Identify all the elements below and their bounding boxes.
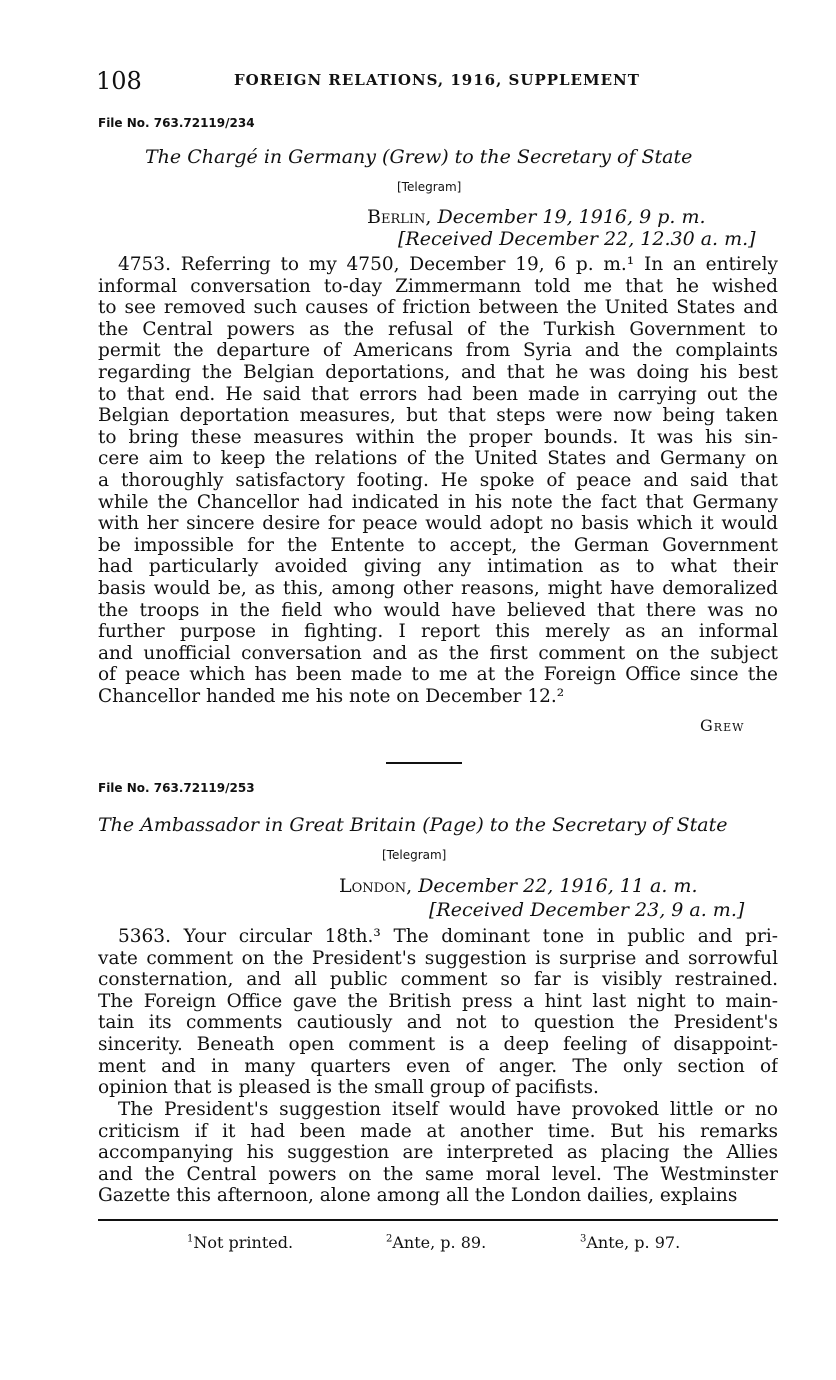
doc2-file-number: File No. 763.72119/253 bbox=[98, 781, 255, 795]
text-line: a thoroughly satisfactory footing. He spoke of peace and said that bbox=[98, 469, 778, 491]
text-line: Belgian deportation measures, but that steps were now being taken bbox=[98, 405, 778, 427]
text-line: The President's suggestion itself would have provoked little or no bbox=[118, 1099, 778, 1120]
text-line: to bring these measures within the proper bounds. It was his sin- bbox=[98, 426, 778, 448]
doc2-received-text: [Received December 23, 9 a. m.] bbox=[429, 899, 745, 921]
footnote-rule bbox=[98, 1219, 778, 1221]
text-line: the Central powers as the refusal of the Turkish Government to bbox=[98, 318, 778, 340]
doc1-date: December 19, 1916, 9 p. m. bbox=[437, 206, 706, 228]
text-line: basis would be, as this, among other reasons, might have demoralized bbox=[98, 577, 778, 599]
doc2-place: London, bbox=[339, 875, 413, 897]
text-line: to that end. He said that errors had been made in carrying out the bbox=[98, 383, 778, 405]
text-line: tain its comments cautiously and not to question the President's bbox=[98, 1012, 778, 1034]
text-line: accompanying his suggestion are interpreted as placing the Allies bbox=[98, 1142, 778, 1164]
footnote-mark: 2 bbox=[386, 1233, 393, 1245]
doc1-place: Berlin, bbox=[367, 206, 432, 228]
text-line: The Foreign Office gave the British press a hint last night to main- bbox=[98, 990, 778, 1012]
doc2-date: December 22, 1916, 11 a. m. bbox=[418, 875, 698, 897]
doc1-file-number: File No. 763.72119/234 bbox=[98, 116, 255, 130]
text-line: and unofficial conversation and as the first comment on the subject bbox=[98, 642, 778, 664]
doc2-telegram-label: [Telegram] bbox=[382, 848, 447, 862]
doc2-dateline bbox=[339, 875, 697, 897]
footnote-1 bbox=[187, 1233, 293, 1252]
text-line: 5363. Your circular 18th.³ The dominant tone in public and pri- bbox=[118, 926, 778, 947]
doc2-title: The Ambassador in Great Britain (Page) to the Secretary of State bbox=[98, 814, 728, 836]
section-divider bbox=[386, 762, 462, 764]
doc2-paragraph-1 bbox=[98, 926, 778, 1099]
text-line: while the Chancellor had indicated in his note the fact that Germany bbox=[98, 491, 778, 513]
text-line: and the Central powers on the same moral level. The Westminster bbox=[98, 1163, 778, 1185]
text-line: Chancellor handed me his note on December 12.² bbox=[98, 685, 565, 707]
text-line: opinion that is pleased is the small group of pacifists. bbox=[98, 1077, 599, 1099]
doc1-received bbox=[398, 228, 756, 250]
text-line: regarding the Belgian deportations, and that he was doing his best bbox=[98, 361, 778, 383]
footnote-text: Not printed. bbox=[193, 1233, 294, 1252]
text-line: the troops in the field who would have believed that there was no bbox=[98, 599, 778, 621]
text-line: 4753. Referring to my 4750, December 19, 6 p. m.¹ In an entirely bbox=[118, 254, 778, 275]
footnote-3 bbox=[580, 1233, 680, 1252]
doc2-received bbox=[429, 899, 744, 921]
running-title: FOREIGN RELATIONS, 1916, SUPPLEMENT bbox=[234, 71, 640, 89]
doc2-paragraph-2 bbox=[98, 1099, 778, 1207]
text-line: of peace which has been made to me at the Foreign Office since the bbox=[98, 664, 778, 686]
text-line: Gazette this afternoon, alone among all the London dailies, explains bbox=[98, 1185, 738, 1207]
footnote-mark: 1 bbox=[187, 1233, 194, 1245]
text-line: sincerity. Beneath open comment is a deep feeling of disappoint- bbox=[98, 1033, 778, 1055]
text-line: permit the departure of Americans from Syria and the complaints bbox=[98, 340, 778, 362]
page-number: 108 bbox=[96, 67, 142, 95]
footnote-text: Ante, p. 97. bbox=[586, 1233, 681, 1252]
doc1-dateline bbox=[367, 206, 706, 228]
text-line: to see removed such causes of friction between the United States and bbox=[98, 297, 778, 319]
doc1-received-text: [Received December 22, 12.30 a. m.] bbox=[398, 228, 756, 250]
text-line: informal conversation to-day Zimmermann told me that he wished bbox=[98, 275, 778, 297]
text-line: ment and in many quarters even of anger. The only section of bbox=[98, 1055, 778, 1077]
doc1-title: The Chargé in Germany (Grew) to the Secretary of State bbox=[145, 146, 693, 168]
footnote-2 bbox=[386, 1233, 486, 1252]
text-line: with her sincere desire for peace would adopt no basis which it would bbox=[98, 513, 778, 535]
footnote-mark: 3 bbox=[580, 1233, 587, 1245]
footnote-text: Ante, p. 89. bbox=[392, 1233, 487, 1252]
text-line: further purpose in fighting. I report this merely as an informal bbox=[98, 621, 778, 643]
text-line: criticism if it had been made at another time. But his remarks bbox=[98, 1120, 778, 1142]
text-line: had particularly avoided giving any intimation as to what their bbox=[98, 556, 778, 578]
doc1-signature: Grew bbox=[700, 716, 745, 735]
text-line: cere aim to keep the relations of the United States and Germany on bbox=[98, 448, 778, 470]
text-line: consternation, and all public comment so far is visibly restrained. bbox=[98, 969, 778, 991]
doc1-body bbox=[98, 254, 778, 707]
doc1-telegram-label: [Telegram] bbox=[397, 180, 462, 194]
text-line: vate comment on the President's suggestion is surprise and sorrowful bbox=[98, 947, 778, 969]
text-line: be impossible for the Entente to accept, the German Government bbox=[98, 534, 778, 556]
